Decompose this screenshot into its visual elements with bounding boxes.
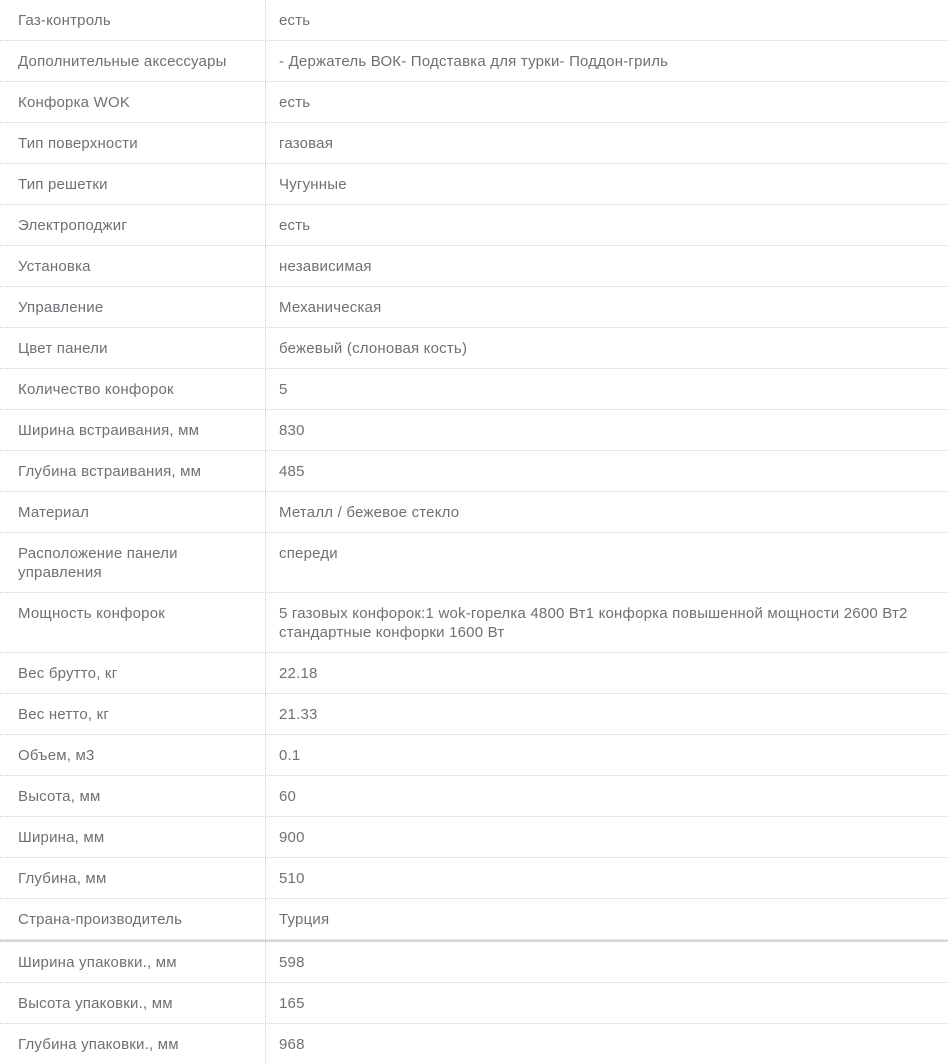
spec-label: Ширина упаковки., мм [18,954,177,971]
spec-row [0,983,948,1024]
spec-row [0,369,948,410]
spec-value: есть [265,82,948,122]
spec-row [0,123,948,164]
spec-label: Страна-производитель [18,911,183,928]
spec-row [0,492,948,533]
spec-value: 22.18 [265,653,948,693]
spec-label: Конфорка WOK [18,94,131,111]
spec-row [0,410,948,451]
spec-value: 5 [265,369,948,409]
spec-row [0,817,948,858]
spec-label: Тип поверхности [18,135,138,152]
spec-value: есть [265,205,948,245]
spec-label: Мощность конфорок [18,605,166,622]
spec-label: Ширина, мм [18,829,105,846]
spec-value: 5 газовых конфорок:1 wok-горелка 4800 Вт1 конфорка повышенной мощности 2600 Вт2 стандартные конфорки 1600 Вт [265,593,948,652]
spec-row [0,287,948,328]
spec-label: Количество конфорок [18,381,174,398]
spec-label: Высота упаковки., мм [18,995,173,1012]
spec-label: Установка [18,258,91,275]
spec-value: Турция [265,899,948,939]
spec-row [0,205,948,246]
spec-label: Тип решетки [18,176,108,193]
spec-row [0,82,948,123]
spec-value: - Держатель ВОК- Подставка для турки- Поддон-гриль [265,41,948,81]
spec-row [0,858,948,899]
spec-row [0,653,948,694]
spec-label: Вес брутто, кг [18,665,118,682]
spec-label: Объем, м3 [18,747,95,764]
spec-row [0,328,948,369]
spec-value: бежевый (слоновая кость) [265,328,948,368]
spec-label: Вес нетто, кг [18,706,110,723]
spec-value: есть [265,0,948,40]
spec-value: 968 [265,1024,948,1064]
spec-row [0,0,948,41]
spec-label: Материал [18,504,90,521]
spec-row [0,694,948,735]
spec-label: Цвет панели [18,340,108,357]
spec-label: Глубина встраивания, мм [18,463,202,480]
spec-row [0,246,948,287]
spec-label: Высота, мм [18,788,101,805]
spec-label: Управление [18,299,104,316]
spec-value: 485 [265,451,948,491]
spec-row [0,940,948,983]
spec-label: Ширина встраивания, мм [18,422,200,439]
spec-row [0,776,948,817]
spec-label: Электроподжиг [18,217,128,234]
spec-value: 165 [265,983,948,1023]
spec-label: Глубина упаковки., мм [18,1036,179,1053]
spec-value: Металл / бежевое стекло [265,492,948,532]
spec-row [0,164,948,205]
spec-row [0,533,948,593]
spec-value: 510 [265,858,948,898]
spec-value: газовая [265,123,948,163]
spec-value: 0.1 [265,735,948,775]
spec-row [0,735,948,776]
spec-row [0,41,948,82]
spec-row [0,1024,948,1064]
spec-row [0,593,948,653]
spec-label: Газ-контроль [18,12,111,29]
spec-value: 598 [265,942,948,982]
spec-value: 900 [265,817,948,857]
spec-label: Дополнительные аксессуары [18,53,227,70]
spec-value: 830 [265,410,948,450]
spec-value: 21.33 [265,694,948,734]
spec-value: спереди [265,533,948,592]
spec-label: Глубина, мм [18,870,107,887]
spec-row [0,899,948,940]
spec-value: 60 [265,776,948,816]
spec-row [0,451,948,492]
spec-value: независимая [265,246,948,286]
spec-label: Расположение панели управления [18,545,178,581]
spec-value: Механическая [265,287,948,327]
spec-value: Чугунные [265,164,948,204]
